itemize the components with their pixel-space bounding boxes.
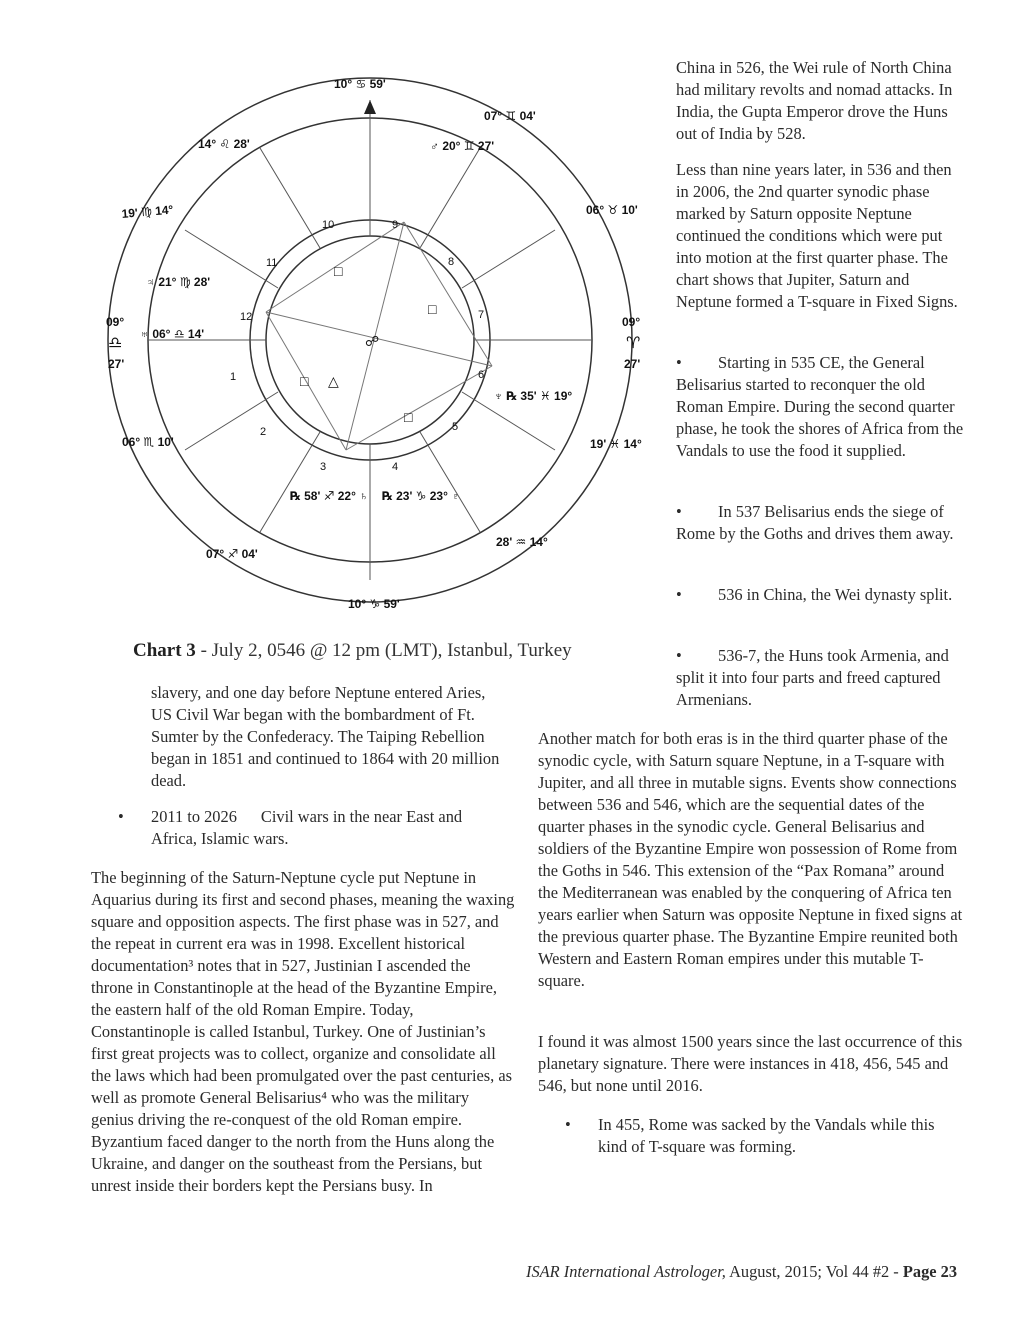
house-number: 3: [320, 461, 327, 473]
house-number: 1: [230, 371, 237, 383]
house-number: 4: [392, 461, 399, 473]
bullet-marker: •: [676, 353, 682, 372]
footer-publication: ISAR International Astrologer,: [526, 1262, 726, 1281]
bullet-536-7-text: 536-7, the Huns took Armenia, and split it into four parts and freed captured Armenians.: [676, 646, 949, 709]
paragraph-nine-years: Less than nine years later, in 536 and then in 2006, the 2nd quarter synodic phase marked by Saturn opposite Neptune continued the conditions which were put into motion at the first quarter phase. The chart shows that Jupiter, Saturn and Neptune formed a T-square in Fixed Signs.: [676, 160, 958, 311]
descendant-minutes: 27': [624, 357, 641, 371]
bullet-535-text: Starting in 535 CE, the General Belisarius started to reconquer the old Roman Empire. During the second quarter phase, he took the shores of Africa from the Vandals to use the food it supplied.: [676, 353, 964, 460]
bullet-marker: •: [676, 646, 682, 665]
house-number: 11: [266, 257, 278, 269]
descendant-degree: 09°: [622, 315, 641, 329]
mc-label: 10° ♋ 59': [334, 77, 386, 91]
planet-pluto: ℞ 23' ♑ 23° ♇: [382, 489, 461, 503]
descendant-sign: ♈: [626, 335, 641, 352]
cusp-scorpio: 06° ♏ 10': [122, 435, 174, 449]
mc-arrow: [364, 100, 376, 114]
cusp-virgo: 19' ♍ 14°: [121, 202, 174, 221]
bullet-536: [676, 584, 966, 606]
chart-caption-label: Chart 3: [133, 640, 196, 661]
cusp-taurus: 06° ♉ 10': [586, 203, 638, 217]
aspect-square-glyph: □: [334, 263, 343, 279]
house-number: 9: [392, 219, 399, 231]
bullet-536-text: 536 in China, the Wei dynasty split.: [718, 585, 953, 604]
ascendant-degree: 09°: [106, 315, 125, 329]
planet-neptune: ♆ ℞ 35' ♓ 19°: [494, 389, 573, 403]
house-number: 6: [478, 369, 485, 381]
bullet-455-text: In 455, Rome was sacked by the Vandals while this kind of T-square was forming.: [598, 1115, 935, 1156]
cusp-leo: 14° ♌ 28': [198, 137, 250, 151]
planet-jupiter: ♃ 21° ♍ 28': [146, 275, 211, 289]
bullet-marker: •: [565, 1115, 571, 1134]
chart-caption: [133, 640, 572, 662]
bullet-marker: •: [118, 807, 124, 826]
house-number: 5: [452, 421, 459, 433]
bullet-2011: [118, 806, 510, 850]
cusp-gemini: 07° ♊ 04': [484, 109, 536, 123]
paragraph-china-526: China in 526, the Wei rule of North China had military revolts and nomad attacks. In India, the Gupta Emperor drove the Huns out of India by 528.: [676, 58, 953, 143]
footer-page-number: Page 23: [902, 1262, 958, 1281]
footer-issue: August, 2015; Vol 44 #2 -: [725, 1262, 903, 1281]
planet-mars: ♂ 20° ♊ 27': [430, 139, 495, 153]
bullet-2011-date: 2011 to 2026: [151, 807, 237, 826]
bullet-marker: •: [676, 502, 682, 521]
cusp-sagittarius: 07° ♐ 04': [206, 547, 258, 561]
ascendant-sign: ♎: [108, 335, 123, 352]
aspect-square-glyph: □: [404, 409, 413, 425]
bullet-536-7: [676, 645, 966, 711]
paragraph-slavery: slavery, and one day before Neptune entered Aries, US Civil War began with the bombardment of Ft. Sumter by the Confederacy. The Taiping Rebellion began in 1851 and continued to 1864 with 20 million dead.: [151, 683, 500, 790]
aspect-square-glyph: □: [428, 301, 437, 317]
chart-caption-text: - July 2, 0546 @ 12 pm (LMT), Istanbul, Turkey: [195, 640, 572, 661]
house-number: 7: [478, 309, 485, 321]
paragraph-saturn-neptune-cycle: The beginning of the Saturn-Neptune cycle put Neptune in Aquarius during its first and second phases, meaning the waxing square and opposition aspects. The first phase was in 527, and the repeat in current era was in 1998. Excellent historical documentation³ notes that in 527, Justinian I ascended the throne in Constantinople at the head of the Byzantine Empire, the eastern half of the old Roman Empire. Today, Constantinople is called Istanbul, Turkey. One of Justinian’s first great projects was to collect, organize and consolidate all the laws which had been promulgated over the past centuries, as well as promote General Belisarius⁴ who was the military genius driving the re-conquest of the old Roman empire. Byzantium faced danger to the north from the Huns along the Ukraine, and danger on the southeast from the Persians, but unrest inside their borders kept the Persians busy. In: [91, 868, 515, 1195]
cusp-pisces: 19' ♓ 14°: [590, 437, 642, 451]
planet-saturn: ℞ 58' ♐ 22° ♄: [290, 489, 369, 503]
bullet-455: [565, 1114, 965, 1158]
bullet-537-text: In 537 Belisarius ends the siege of Rome by the Goths and drives them away.: [676, 502, 954, 543]
house-number: 2: [260, 426, 267, 438]
planet-uranus: ♅ 06° ♎ 14': [140, 327, 205, 341]
aspect-opposition-glyph: ☍: [365, 333, 380, 349]
house-number: 12: [240, 311, 253, 323]
astrology-chart-wheel: [100, 50, 660, 630]
aspect-trine-glyph: △: [328, 373, 339, 389]
paragraph-another-match: Another match for both eras is in the third quarter phase of the synodic cycle, with Saturn square Neptune, in a T-square with Jupiter, and all three in mutable signs. Events show connections between 536 and 546, which are the sequential dates of the quarter phases in the synodic cycle. General Belisarius and soldiers of the Byzantine Empire won possession of Rome from the Goths in 546. This extension of the “Pax Romana” around the Mediterranean was enabled by the conquering of Africa ten years earlier when Saturn was opposite Neptune in fixed signs at the previous quarter phase. The Byzantine Empire reunited both Western and Eastern Roman empires under this mutable T-square.: [538, 729, 963, 990]
page-footer: [526, 1262, 957, 1282]
bullet-535: [676, 352, 966, 462]
house-number: 10: [322, 219, 335, 231]
cusp-aquarius: 28' ♒ 14°: [496, 535, 548, 549]
aspect-square-glyph: □: [300, 373, 309, 389]
bullet-537: [676, 501, 966, 545]
ic-label: 10° ♑ 59': [348, 597, 400, 611]
house-number: 8: [448, 256, 455, 268]
paragraph-1500-years: I found it was almost 1500 years since the last occurrence of this planetary signature. There were instances in 418, 456, 545 and 546, but none until 2016.: [538, 1032, 963, 1095]
ascendant-minutes: 27': [108, 357, 125, 371]
bullet-2011-text: Civil wars in the near East and Africa, Islamic wars.: [151, 807, 463, 848]
bullet-marker: •: [676, 585, 682, 604]
